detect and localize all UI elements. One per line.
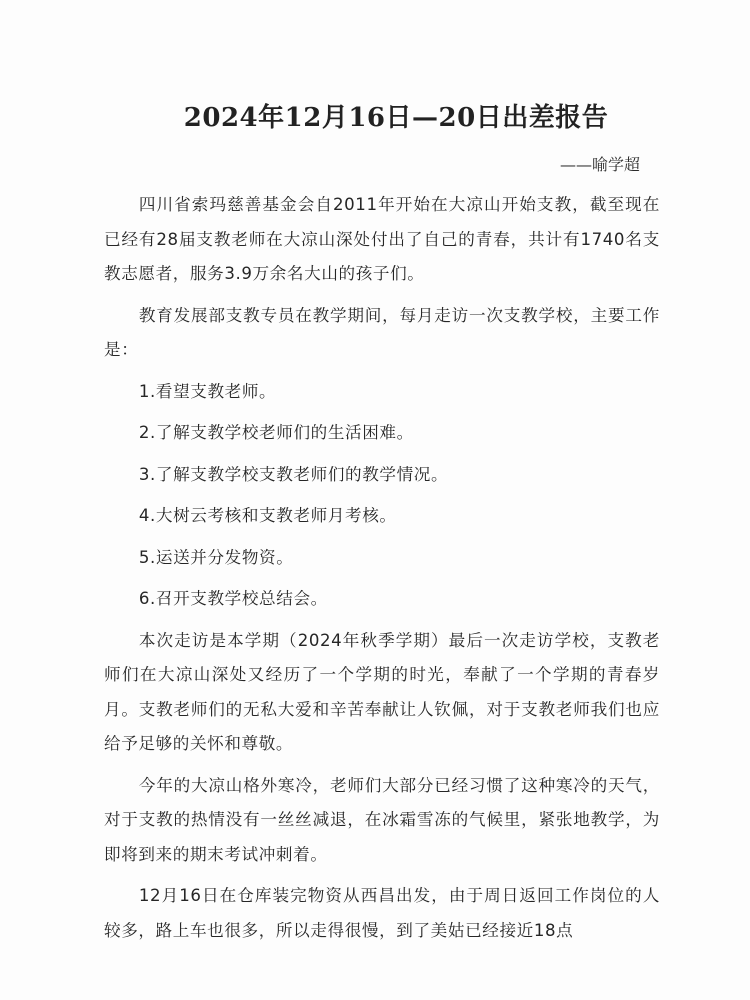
paragraph-departure: 12月16日在仓库装完物资从西昌出发，由于周日返回工作岗位的人较多，路上车也很多，所以走得很慢，到了美姑已经接近18点 [104,886,660,940]
list-item: 2.了解支教学校老师们的生活困难。 [138,423,414,442]
document-title: 2024年12月16日—20日出差报告 [183,103,609,133]
document-body [104,188,660,948]
paragraph-intro: 四川省索玛慈善基金会自2011年开始在大凉山开始支教，截至现在已经有28届支教老师在大凉山深处付出了自己的青春，共计有1740名支教志愿者，服务3.9万余名大山的孩子们。 [104,195,660,283]
paragraph-visit: 本次走访是本学期（2024年秋季学期）最后一次走访学校，支教老师们在大凉山深处又经历了一个学期的时光，奉献了一个学期的青春岁月。支教老师们的无私大爱和辛苦奉献让人钦佩，对于支教老师我们也应给予足够的关怀和尊敬。 [104,630,660,753]
paragraph-weather: 今年的大凉山格外寒冷，老师们大部分已经习惯了这种寒冷的天气，对于支教的热情没有一丝丝减退，在冰霜雪冻的气候里，紧张地教学，为即将到来的期末考试冲刺着。 [104,775,660,864]
list-item: 6.召开支教学校总结会。 [138,589,328,608]
list-item: 4.大树云考核和支教老师月考核。 [138,506,397,525]
list-item: 1.看望支教老师。 [138,381,277,401]
list-item: 3.了解支教学校支教老师们的教学情况。 [138,464,449,484]
paragraph-duties: 教育发展部支教专员在教学期间，每月走访一次支教学校，主要工作是： [104,305,660,359]
list-item: 5.运送并分发物资。 [138,547,294,567]
author-signature: ——喻学超 [559,155,640,174]
